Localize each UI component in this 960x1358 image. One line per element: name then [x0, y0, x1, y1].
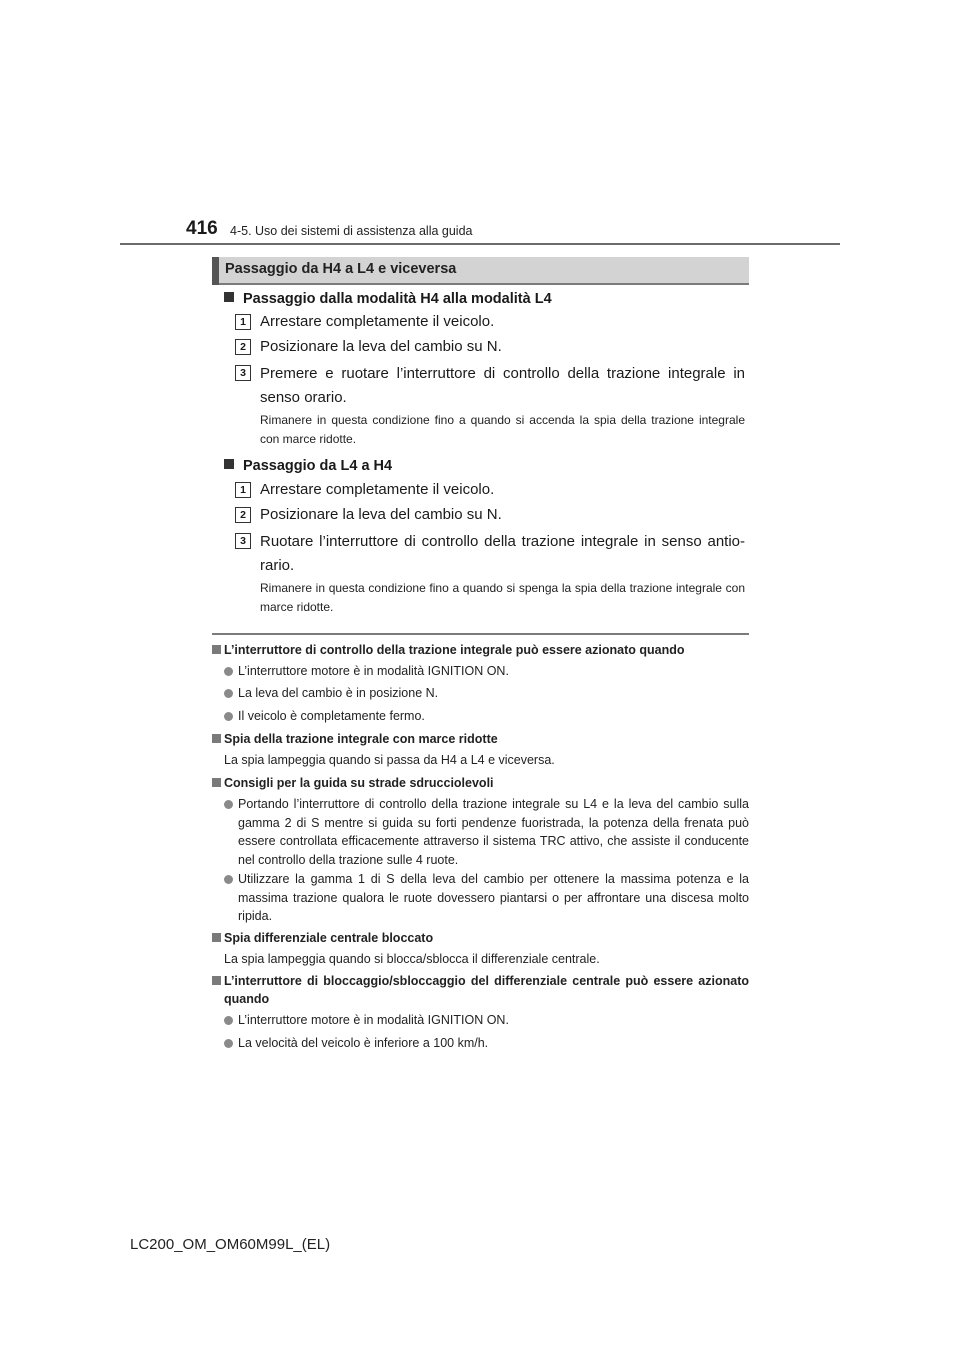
note-bullet-text: Utilizzare la gamma 1 di S della leva del cambio per ottenere la massima potenza e la massima trazione qualora le ruote dovessero piantarsi o per affrontare una discesa molto ripida. [238, 872, 749, 924]
header-rule [120, 243, 840, 245]
circle-bullet-icon [224, 667, 233, 676]
square-bullet-icon [212, 976, 221, 985]
note-heading [212, 641, 749, 659]
note-heading [212, 774, 749, 792]
step-number-badge: 1 [235, 314, 251, 330]
title-bar-accent [212, 257, 219, 285]
step-note: Rimanere in questa condizione fino a quando si accenda la spia della trazione integrale con marce ridotte. [260, 413, 745, 446]
square-bullet-icon [224, 292, 234, 302]
note-heading-text: Spia differenziale centrale bloccato [224, 931, 434, 945]
step-number-badge: 1 [235, 482, 251, 498]
square-bullet-icon [224, 459, 234, 469]
step-number-badge: 2 [235, 339, 251, 355]
note-bullet [224, 870, 749, 926]
note-heading-text: Spia della trazione integrale con marce ridotte [224, 732, 498, 746]
note-bullet [224, 1034, 749, 1053]
note-bullet [224, 662, 749, 681]
procedure-1-heading-text: Passaggio dalla modalità H4 alla modalità L4 [243, 291, 552, 307]
square-bullet-icon [212, 933, 221, 942]
step-number-badge: 3 [235, 533, 251, 549]
square-bullet-icon [212, 645, 221, 654]
note-heading [212, 730, 749, 748]
note-bullet-text: L’interruttore motore è in modalità IGNITION ON. [238, 1013, 509, 1027]
notes-divider [212, 633, 749, 635]
note-heading [212, 929, 749, 947]
title-bar-text: Passaggio da H4 a L4 e viceversa [225, 261, 457, 277]
note-text: La spia lampeggia quando si passa da H4 a L4 e viceversa. [224, 753, 555, 767]
step-note: Rimanere in questa condizione fino a quando si spenga la spia della trazione integrale con marce ridotte. [260, 581, 745, 614]
step-number-badge: 3 [235, 365, 251, 381]
step-text: Premere e ruotare l’interruttore di controllo della trazione integrale in senso orario. [260, 365, 745, 406]
note-bullet-text: La leva del cambio è in posizione N. [238, 686, 439, 700]
section-title: 4-5. Uso dei sistemi di assistenza alla guida [230, 224, 473, 238]
circle-bullet-icon [224, 712, 233, 721]
circle-bullet-icon [224, 1039, 233, 1048]
note-heading [212, 972, 749, 1008]
procedure-1-heading [224, 290, 552, 308]
note-bullet [224, 795, 749, 870]
circle-bullet-icon [224, 875, 233, 884]
square-bullet-icon [212, 734, 221, 743]
note-bullet [224, 684, 749, 703]
note-bullet-text: Portando l’interruttore di controllo della trazione integrale su L4 e la leva del cambio sulla gamma 2 di S mentre si guida su forti pendenze fuoristrada, la potenza della frenata può essere controllata efficacemente attraverso il sistema TRC attivo, che assiste il conducente nel controllo della trazione sulle 4 ruote. [238, 797, 749, 868]
step-text: Posizionare la leva del cambio su N. [260, 506, 502, 523]
note-bullet-text: Il veicolo è completamente fermo. [238, 709, 425, 723]
step-text: Posizionare la leva del cambio su N. [260, 338, 502, 355]
note-heading-text: Consigli per la guida su strade sdrucciolevoli [224, 776, 494, 790]
note-text: La spia lampeggia quando si blocca/sblocca il differenziale centrale. [224, 952, 600, 966]
circle-bullet-icon [224, 689, 233, 698]
note-heading-text: L’interruttore di bloccaggio/sbloccaggio del differenziale centrale può essere azionato quando [224, 974, 749, 1006]
note-bullet-text: La velocità del veicolo è inferiore a 100 km/h. [238, 1036, 489, 1050]
note-bullet [224, 707, 749, 726]
step-text: Arrestare completamente il veicolo. [260, 313, 495, 330]
circle-bullet-icon [224, 800, 233, 809]
note-bullet-text: L’interruttore motore è in modalità IGNITION ON. [238, 664, 509, 678]
step-text: Ruotare l’interruttore di controllo della trazione integrale in senso antio-rario. [260, 533, 745, 574]
note-heading-text: L’interruttore di controllo della trazione integrale può essere azionato quando [224, 643, 685, 657]
step-text: Arrestare completamente il veicolo. [260, 481, 495, 498]
procedure-2-heading [224, 457, 392, 475]
procedure-2-heading-text: Passaggio da L4 a H4 [243, 458, 393, 474]
page-number: 416 [186, 218, 218, 239]
footer-code: LC200_OM_OM60M99L_(EL) [130, 1236, 331, 1253]
note-bullet [224, 1011, 749, 1030]
step-number-badge: 2 [235, 507, 251, 523]
square-bullet-icon [212, 778, 221, 787]
title-bar [212, 257, 749, 285]
circle-bullet-icon [224, 1016, 233, 1025]
